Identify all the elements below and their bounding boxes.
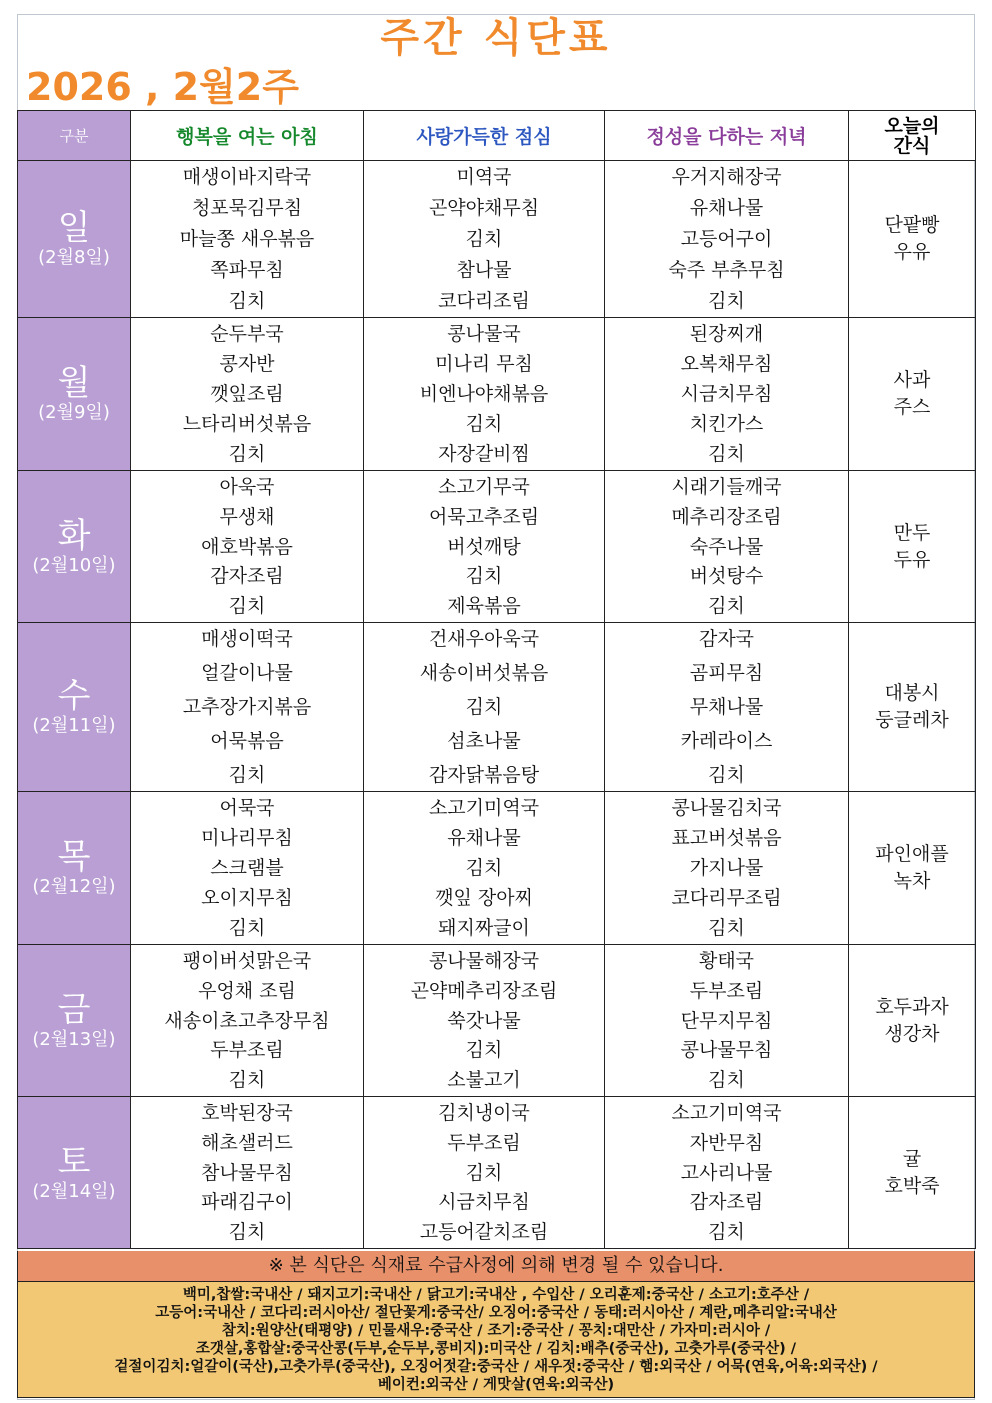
dinner-item: 버섯탕수 — [689, 565, 764, 588]
snack-item: 둥글레차 — [875, 709, 949, 731]
dinner-item: 감자조림 — [689, 1191, 764, 1214]
lunch-item: 자장갈비찜 — [438, 443, 530, 465]
header-gubun: 구분 — [18, 111, 131, 161]
lunch-item: 김치 — [465, 696, 503, 718]
header-row — [18, 111, 976, 161]
origin-line: 고등어:국내산 / 코다리:러시아산/ 절단꽃게:중국산/ 오징어:중국산 / 동태:러시아산 / 계란,메추리알:국내산 — [155, 1305, 837, 1321]
breakfast-item: 새송이초고추장무침 — [164, 1009, 330, 1032]
breakfast-cell — [131, 318, 364, 471]
lunch-item: 감자닭볶음탕 — [428, 764, 540, 786]
dinner-item: 무채나물 — [689, 696, 764, 718]
lunch-item: 소고기미역국 — [428, 797, 540, 819]
day-name: 토 — [57, 1141, 91, 1182]
lunch-cell — [364, 792, 605, 945]
dinner-item: 곰피무침 — [689, 662, 764, 684]
breakfast-item: 해초샐러드 — [201, 1131, 293, 1154]
header-snack — [849, 111, 976, 161]
day-name: 수 — [57, 676, 91, 716]
dinner-item: 두부조림 — [689, 979, 764, 1002]
change-notice: ※ 본 식단은 식재료 수급사정에 의해 변경 될 수 있습니다. — [17, 1251, 975, 1281]
dinner-item: 김치 — [708, 764, 745, 786]
breakfast-item: 김치 — [228, 917, 266, 939]
lunch-item: 곤약야채무침 — [428, 197, 540, 219]
day-cell — [18, 792, 131, 945]
day-name: 월 — [57, 363, 91, 403]
breakfast-cell — [131, 471, 364, 623]
lunch-cell — [364, 623, 605, 792]
snack-item: 귤 — [902, 1147, 922, 1170]
day-name: 금 — [57, 989, 91, 1030]
lunch-item: 김치 — [465, 228, 503, 250]
lunch-item: 콩나물해장국 — [428, 950, 540, 972]
lunch-item: 코다리조림 — [438, 290, 530, 312]
lunch-item: 참나물 — [456, 259, 512, 281]
day-cell — [18, 161, 131, 318]
dinner-item: 시래기들깨국 — [671, 476, 782, 498]
snack-item: 생강차 — [884, 1022, 940, 1045]
lunch-cell — [364, 318, 605, 471]
dinner-item: 고사리나물 — [680, 1161, 773, 1184]
breakfast-item: 순두부국 — [210, 323, 284, 345]
lunch-item: 두부조림 — [447, 1131, 521, 1154]
snack-item: 호박죽 — [884, 1174, 940, 1197]
day-date: (2월10일) — [32, 554, 116, 576]
lunch-item: 김치냉이국 — [438, 1102, 530, 1124]
origin-info — [17, 1281, 975, 1398]
snack-item: 만두 — [893, 521, 931, 544]
snack-item: 호두과자 — [875, 995, 949, 1018]
dinner-item: 숙주 부추무침 — [668, 259, 785, 281]
dinner-item: 김치 — [708, 595, 745, 617]
breakfast-item: 오이지무침 — [201, 887, 293, 909]
lunch-cell — [364, 1097, 605, 1249]
lunch-item: 유채나물 — [447, 827, 521, 849]
dinner-item: 코다리무조림 — [671, 887, 782, 909]
breakfast-item: 김치 — [228, 1069, 266, 1091]
day-row — [18, 471, 976, 623]
lunch-item: 버섯깨탕 — [447, 535, 521, 558]
dinner-item: 유채나물 — [689, 197, 764, 219]
breakfast-item: 마늘쫑 새우볶음 — [179, 228, 315, 250]
dinner-item: 김치 — [708, 290, 745, 312]
lunch-item: 깻잎 장아찌 — [435, 887, 533, 909]
snack-item: 두유 — [893, 548, 931, 571]
lunch-cell — [364, 161, 605, 318]
breakfast-item: 청포묵김무침 — [191, 197, 303, 219]
day-cell — [18, 945, 131, 1097]
breakfast-item: 어묵볶음 — [210, 730, 284, 752]
lunch-item: 곤약메추리장조림 — [410, 979, 558, 1002]
day-cell — [18, 471, 131, 623]
lunch-item: 콩나물국 — [447, 323, 521, 345]
dinner-item: 자반무침 — [689, 1131, 764, 1154]
header-snack-line1: 오늘의 — [884, 114, 940, 137]
dinner-item: 우거지해장국 — [671, 166, 782, 188]
lunch-item: 김치 — [465, 1039, 503, 1062]
snack-cell — [849, 623, 976, 792]
week-label: 2026 , 2월2주 — [26, 65, 299, 109]
day-date: (2월9일) — [38, 402, 110, 423]
header-lunch: 사랑가득한 점심 — [364, 111, 605, 161]
dinner-item: 단무지무침 — [680, 1009, 773, 1032]
breakfast-item: 파래김구이 — [201, 1191, 293, 1214]
snack-cell — [849, 471, 976, 623]
page-title: 주간 식단표 — [380, 15, 612, 61]
day-row — [18, 161, 976, 318]
dinner-item: 오복채무침 — [680, 353, 773, 375]
lunch-item: 새송이버섯볶음 — [419, 662, 549, 684]
lunch-item: 쑥갓나물 — [447, 1009, 521, 1032]
header-dinner: 정성을 다하는 저녁 — [605, 111, 849, 161]
day-name: 목 — [57, 837, 91, 877]
origin-line: 겉절이김치:얼갈이(국산),고춧가루(중국산), 오징어젓갈:중국산 / 새우젓:중국산 / 햄:외국산 / 어묵(연육,어육:외국산) / — [114, 1359, 878, 1375]
breakfast-cell — [131, 161, 364, 318]
dinner-item: 콩나물김치국 — [671, 797, 782, 819]
lunch-item: 제육볶음 — [447, 595, 521, 617]
breakfast-cell — [131, 623, 364, 792]
breakfast-item: 매생이떡국 — [201, 628, 293, 650]
origin-line: 참치:원양산(태평양) / 민물새우:중국산 / 조기:중국산 / 꽁치:대만산 / 가자미:러시아 / — [221, 1323, 771, 1339]
dinner-cell — [605, 945, 849, 1097]
breakfast-item: 팽이버섯맑은국 — [182, 950, 312, 972]
snack-item: 녹차 — [893, 870, 931, 892]
meal-table — [17, 110, 976, 1249]
breakfast-item: 김치 — [228, 1221, 266, 1243]
day-row — [18, 623, 976, 792]
dinner-item: 치킨가스 — [689, 413, 764, 435]
lunch-item: 소고기무국 — [438, 476, 530, 498]
breakfast-item: 감자조림 — [210, 565, 284, 588]
day-date: (2월14일) — [32, 1180, 116, 1202]
snack-cell — [849, 792, 976, 945]
breakfast-item: 콩자반 — [219, 353, 275, 375]
breakfast-item: 애호박볶음 — [201, 535, 293, 558]
snack-cell — [849, 318, 976, 471]
dinner-cell — [605, 161, 849, 318]
breakfast-item: 아욱국 — [219, 476, 275, 498]
breakfast-item: 두부조림 — [210, 1039, 284, 1062]
dinner-item: 시금치무침 — [680, 383, 773, 405]
dinner-item: 황태국 — [698, 950, 755, 972]
day-row — [18, 318, 976, 471]
lunch-cell — [364, 945, 605, 1097]
day-cell — [18, 1097, 131, 1249]
breakfast-item: 무생채 — [219, 505, 275, 528]
dinner-cell — [605, 1097, 849, 1249]
breakfast-item: 스크램블 — [210, 857, 284, 879]
breakfast-item: 얼갈이나물 — [201, 662, 293, 684]
lunch-item: 소불고기 — [447, 1069, 521, 1091]
lunch-item: 미역국 — [456, 166, 512, 188]
dinner-item: 김치 — [708, 443, 745, 465]
dinner-item: 김치 — [708, 1069, 745, 1091]
day-date: (2월12일) — [32, 876, 116, 897]
lunch-item: 섬초나물 — [447, 730, 521, 752]
breakfast-item: 호박된장국 — [201, 1102, 293, 1124]
breakfast-item: 김치 — [228, 595, 266, 617]
lunch-item: 어묵고추조림 — [428, 505, 540, 528]
breakfast-item: 느타리버섯볶음 — [182, 413, 312, 435]
dinner-item: 감자국 — [698, 628, 755, 650]
breakfast-item: 깻잎조림 — [210, 383, 284, 405]
breakfast-cell — [131, 792, 364, 945]
day-cell — [18, 623, 131, 792]
breakfast-item: 미나리무침 — [201, 827, 293, 849]
dinner-cell — [605, 471, 849, 623]
lunch-item: 김치 — [465, 1161, 503, 1184]
day-row — [18, 1097, 976, 1249]
lunch-item: 김치 — [465, 413, 503, 435]
header-breakfast: 행복을 여는 아침 — [131, 111, 364, 161]
breakfast-item: 김치 — [228, 764, 266, 786]
dinner-cell — [605, 792, 849, 945]
header-snack-line2: 간식 — [893, 134, 931, 157]
dinner-item: 표고버섯볶음 — [671, 827, 782, 849]
day-date: (2월13일) — [32, 1028, 116, 1050]
dinner-item: 가지나물 — [689, 857, 764, 879]
day-date: (2월8일) — [38, 247, 110, 268]
origin-line: 백미,찹쌀:국내산 / 돼지고기:국내산 / 닭고기:국내산 , 수입산 / 오리훈제:중국산 / 소고기:호주산 / — [182, 1287, 810, 1303]
breakfast-item: 고추장가지볶음 — [182, 696, 312, 718]
lunch-cell — [364, 471, 605, 623]
dinner-item: 김치 — [708, 917, 745, 939]
day-date: (2월11일) — [32, 715, 116, 736]
breakfast-item: 김치 — [228, 443, 266, 465]
dinner-item: 메추리장조림 — [671, 505, 782, 528]
breakfast-item: 우엉채 조림 — [198, 979, 296, 1002]
snack-cell — [849, 1097, 976, 1249]
dinner-item: 된장찌개 — [689, 323, 764, 345]
snack-cell — [849, 945, 976, 1097]
dinner-item: 숙주나물 — [689, 535, 764, 558]
breakfast-cell — [131, 945, 364, 1097]
lunch-item: 김치 — [465, 857, 503, 879]
dinner-cell — [605, 623, 849, 792]
day-row — [18, 945, 976, 1097]
snack-item: 우유 — [893, 241, 931, 263]
origin-line: 베이컨:외국산 / 게맛살(연육:외국산) — [377, 1377, 615, 1393]
breakfast-item: 참나물무침 — [201, 1161, 293, 1184]
lunch-item: 돼지짜글이 — [438, 917, 530, 939]
dinner-item: 고등어구이 — [680, 228, 773, 250]
dinner-item: 카레라이스 — [680, 730, 773, 752]
snack-cell — [849, 161, 976, 318]
breakfast-item: 쪽파무침 — [210, 259, 284, 281]
dinner-cell — [605, 318, 849, 471]
dinner-item: 김치 — [708, 1221, 745, 1243]
breakfast-item: 어묵국 — [219, 797, 275, 819]
snack-item: 대봉시 — [884, 682, 940, 704]
day-cell — [18, 318, 131, 471]
origin-line: 조갯살,홍합살:중국산콩(두부,순두부,콩비지):미국산 / 김치:배추(중국산), 고춧가루(중국산) / — [195, 1341, 797, 1357]
breakfast-item: 매생이바지락국 — [182, 166, 312, 188]
snack-item: 사과 — [893, 369, 931, 391]
day-row — [18, 792, 976, 945]
lunch-item: 김치 — [465, 565, 503, 588]
lunch-item: 건새우아욱국 — [428, 628, 540, 650]
breakfast-cell — [131, 1097, 364, 1249]
lunch-item: 고등어갈치조림 — [419, 1221, 549, 1243]
lunch-item: 시금치무침 — [438, 1191, 530, 1214]
day-name: 일 — [57, 208, 91, 248]
snack-item: 단팥빵 — [884, 214, 940, 236]
dinner-item: 콩나물무침 — [680, 1039, 773, 1062]
lunch-item: 비엔나야채볶음 — [419, 383, 549, 405]
snack-item: 주스 — [893, 396, 931, 418]
snack-item: 파인애플 — [875, 843, 949, 865]
dinner-item: 소고기미역국 — [671, 1102, 782, 1124]
lunch-item: 미나리 무침 — [435, 353, 533, 375]
day-name: 화 — [57, 515, 91, 556]
breakfast-item: 김치 — [228, 290, 266, 312]
